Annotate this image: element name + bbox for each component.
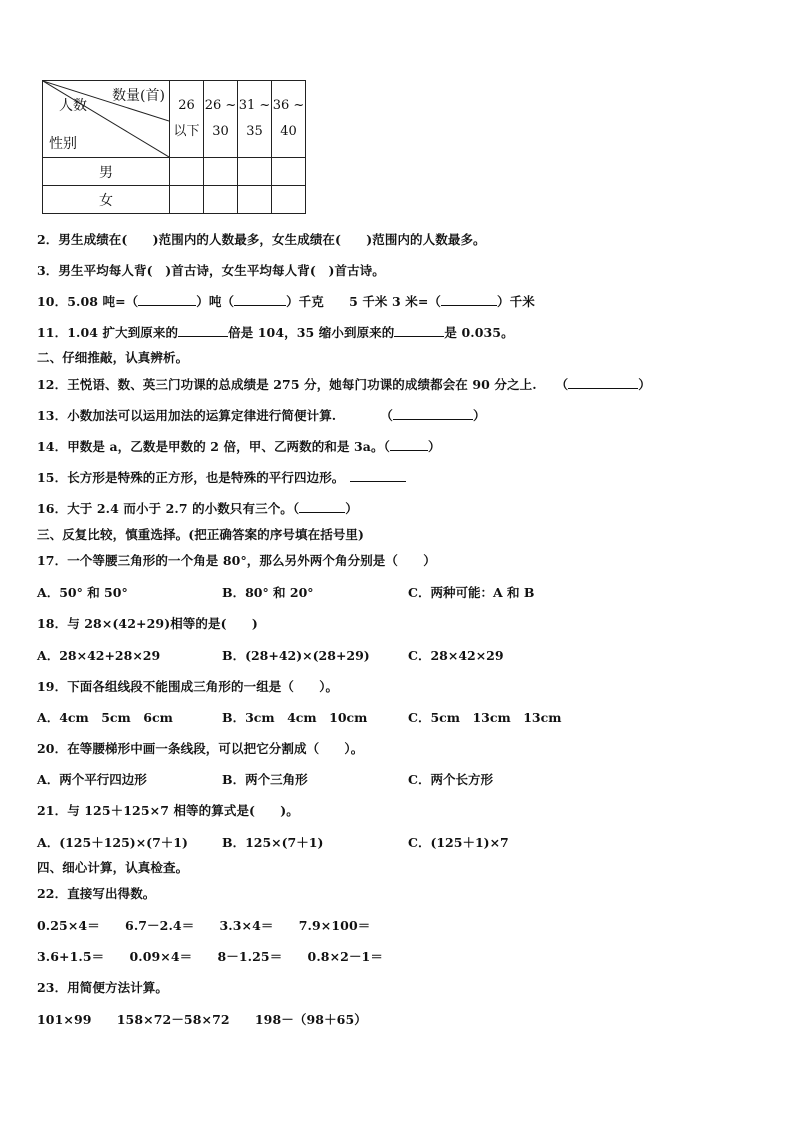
- q11-part-a: 11．1.04 扩大到原来的: [37, 325, 179, 340]
- range-bottom: 35: [246, 124, 263, 139]
- question-10: [37, 292, 535, 310]
- q17-option-a: A．50° 和 50°: [37, 585, 128, 600]
- range-top: 26: [178, 98, 195, 113]
- q16-part-b: ）: [345, 501, 358, 516]
- q19-option-a: A．4cm 5cm 6cm: [37, 710, 173, 725]
- q11-part-b: 倍是 104，35 缩小到原来的: [228, 325, 395, 340]
- table-cell: [272, 158, 306, 186]
- range-col-1: [170, 81, 204, 158]
- header-quantity: 数量(首): [112, 88, 165, 104]
- question-3: 3．男生平均每人背( )首古诗，女生平均每人背( )首古诗。: [37, 263, 385, 278]
- answer-blank[interactable]: [394, 325, 444, 337]
- q20-option-a: A．两个平行四边形: [37, 772, 147, 787]
- table-row: [43, 186, 306, 214]
- q18-option-b: B．(28+42)×(28+29): [222, 648, 370, 663]
- diagonal-header-cell: [43, 81, 170, 158]
- answer-blank[interactable]: [350, 470, 406, 482]
- range-top: 36 ~: [272, 98, 305, 113]
- question-20: 20．在等腰梯形中画一条线段，可以把它分割成（ ）。: [37, 741, 364, 756]
- question-14: [37, 437, 441, 455]
- q19-option-c: C．5cm 13cm 13cm: [408, 710, 562, 725]
- section-2-heading: 二、仔细推敲，认真辨析。: [37, 350, 189, 365]
- header-people: 人数: [59, 98, 87, 114]
- row-label-male: 男: [43, 158, 170, 186]
- range-bottom: 30: [212, 124, 229, 139]
- question-17: 17．一个等腰三角形的一个角是 80°，那么另外两个角分别是（ ）: [37, 553, 436, 568]
- answer-blank[interactable]: [138, 294, 196, 306]
- answer-blank[interactable]: [178, 325, 228, 337]
- answer-blank[interactable]: [568, 377, 638, 389]
- question-23: 23．用简便方法计算。: [37, 980, 168, 995]
- question-19: 19．下面各组线段不能围成三角形的一组是（ ）。: [37, 679, 339, 694]
- q21-option-a: A．(125＋125)×(7＋1): [37, 835, 188, 850]
- table-cell: [170, 186, 204, 214]
- q22-row-2: 3.6+1.5＝ 0.09×4＝ 8－1.25＝ 0.8×2－1＝: [37, 949, 383, 964]
- question-12: [37, 375, 651, 393]
- q17-option-c: C．两种可能：A 和 B: [408, 585, 535, 600]
- question-16: [37, 499, 358, 517]
- q20-option-c: C．两个长方形: [408, 772, 493, 787]
- range-col-4: [272, 81, 306, 158]
- q10-part-a: 10．5.08 吨=（: [37, 294, 139, 309]
- q23-row: 101×99 158×72－58×72 198－（98＋65）: [37, 1012, 367, 1027]
- q13-part-b: ）: [473, 408, 486, 423]
- q18-option-a: A．28×42+28×29: [37, 648, 161, 663]
- q17-option-b: B．80° 和 20°: [222, 585, 314, 600]
- question-22: 22．直接写出得数。: [37, 886, 156, 901]
- question-21: 21．与 125＋125×7 相等的算式是( )。: [37, 803, 299, 818]
- range-col-2: [204, 81, 238, 158]
- question-13: [37, 406, 486, 424]
- q10-part-d: ）千米: [497, 294, 535, 309]
- header-gender: 性别: [49, 136, 77, 152]
- q22-row-1: 0.25×4＝ 6.7－2.4＝ 3.3×4＝ 7.9×100＝: [37, 918, 371, 933]
- table-cell: [238, 158, 272, 186]
- q20-option-b: B．两个三角形: [222, 772, 308, 787]
- answer-blank[interactable]: [390, 439, 428, 451]
- q21-option-b: B．125×(7＋1): [222, 835, 324, 850]
- table-cell: [170, 158, 204, 186]
- q12-part-a: 12．王悦语、数、英三门功课的总成绩是 275 分，她每门功课的成绩都会在 90 分之上. （: [37, 377, 569, 392]
- question-15: [37, 468, 406, 486]
- answer-blank[interactable]: [393, 408, 473, 420]
- q19-option-b: B．3cm 4cm 10cm: [222, 710, 368, 725]
- table-row: [43, 158, 306, 186]
- table-cell: [272, 186, 306, 214]
- question-18: 18．与 28×(42+29)相等的是( ): [37, 616, 258, 631]
- table-cell: [238, 186, 272, 214]
- q12-part-b: ）: [638, 377, 651, 392]
- q13-part-a: 13．小数加法可以运用加法的运算定律进行简便计算. （: [37, 408, 393, 423]
- answer-blank[interactable]: [441, 294, 497, 306]
- range-bottom: 以下: [173, 124, 200, 139]
- row-label-female: 女: [43, 186, 170, 214]
- range-top: 31 ~: [238, 98, 271, 113]
- q14-part-b: ）: [427, 439, 441, 454]
- q15-text: 15．长方形是特殊的正方形，也是特殊的平行四边形。: [37, 470, 345, 485]
- answer-blank[interactable]: [234, 294, 286, 306]
- q21-option-c: C．(125＋1)×7: [408, 835, 509, 850]
- stats-table: [42, 80, 306, 214]
- q18-option-c: C．28×42×29: [408, 648, 504, 663]
- question-11: [37, 323, 514, 341]
- question-2: 2．男生成绩在( )范围内的人数最多，女生成绩在( )范围内的人数最多。: [37, 232, 486, 247]
- range-bottom: 40: [280, 124, 297, 139]
- section-3-heading: 三、反复比较，慎重选择。(把正确答案的序号填在括号里): [37, 527, 365, 542]
- q10-part-b: ）吨（: [196, 294, 235, 309]
- range-col-3: [238, 81, 272, 158]
- table-cell: [204, 158, 238, 186]
- answer-blank[interactable]: [299, 501, 345, 513]
- q16-part-a: 16．大于 2.4 而小于 2.7 的小数只有三个。（: [37, 501, 300, 516]
- q11-part-c: 是 0.035。: [444, 325, 514, 340]
- q14-part-a: 14．甲数是 a，乙数是甲数的 2 倍，甲、乙两数的和是 3a。（: [37, 439, 390, 454]
- table-cell: [204, 186, 238, 214]
- section-4-heading: 四、细心计算，认真检查。: [37, 860, 189, 875]
- q10-part-c: ）千克 5 千米 3 米=（: [286, 294, 442, 309]
- range-top: 26 ~: [204, 98, 237, 113]
